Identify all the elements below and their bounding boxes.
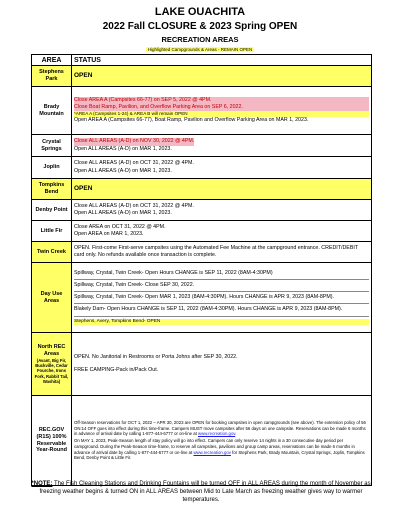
status-littlefir	[72, 221, 372, 242]
northrec-line-2: FREE CAMPING-Pack in/Pack Out.	[74, 367, 159, 373]
divider	[74, 291, 369, 292]
status-twincreek: OPEN. First-come First-serve campsites using the Automated Fee Machine at the campground entrance. CREDIT/DEBIT card only. No refunds available once transaction is complete.	[72, 242, 372, 263]
area-recgov: REC.GOV (R1S) 100% Reservable Year-Round	[32, 396, 72, 486]
table-row	[32, 179, 372, 200]
brady-line-3: *AREA A (Campsites 1-24) & AREA B will remain OPEN	[74, 111, 369, 117]
crystal-line-1: Close ALL AREAS (A-D) on NOV 30, 2022 @ 4PM.	[74, 138, 195, 145]
page-title: LAKE OUACHITA	[154, 6, 246, 18]
table-row	[32, 135, 372, 157]
brady-line-1: Close AREA A (Campsites 66-77) on SEP 5, 2022 @ 4PM.	[74, 97, 369, 104]
footnote-label: *NOTE:	[31, 481, 53, 487]
area-littlefir: Little Fir	[32, 221, 72, 242]
dayuse-line-2: Spillway, Crystal, Twin Creek- Close SEP 30, 2022.	[74, 282, 195, 289]
table-header-row	[32, 55, 372, 66]
table-row	[32, 333, 372, 396]
legend-text: Highlighted Campgrounds & Areas - REMAIN OPEN	[147, 47, 253, 52]
status-dayuse	[72, 263, 372, 333]
joplin-line-1: Close ALL AREAS (A-D) on OCT 31, 2022 @ 4PM.	[74, 160, 194, 167]
divider	[74, 279, 369, 280]
area-northrec	[32, 333, 72, 396]
recgov-para-2: On MAY 1, 2023, Peak-Season length of stay policy will go into effect. Campers can only reserve 14 nights in a 30 consecutive day period per campground. During the Peak-Season time-frame, to reserve all campsites, pavilions and group camp areas, reservations can be made 6 months in advance of arrival date by calling 1-877-444-6777 or on-line at www.recreation.gov for Stephens Park, Brady Mountain, Crystal Springs, Joplin, Tompkins Bend, Denby Point & Little Fir.	[74, 438, 365, 461]
status-crystal	[72, 135, 372, 157]
denby-line-2: Open ALL AREAS (A-D) on MAR 1, 2023.	[74, 210, 172, 216]
table-row	[32, 87, 372, 135]
table-row	[32, 66, 372, 87]
table-row	[32, 221, 372, 242]
brady-line-4: Open AREA A (Campsites 66-77), Boat Ramp, Pavilion and Overflow Parking Area on MAR 1, 2023.	[74, 117, 309, 124]
recreation-gov-link[interactable]: www.recreation.gov	[197, 431, 236, 437]
status-table	[31, 54, 372, 486]
page-subtitle: 2022 Fall CLOSURE & 2023 Spring OPEN	[102, 21, 298, 32]
crystal-line-2: Open ALL AREAS (A-D) on MAR 1, 2023.	[74, 145, 172, 152]
status-recgov	[72, 396, 372, 486]
table-row	[32, 157, 372, 179]
recreation-gov-link-2[interactable]: www.recreation.gov	[193, 449, 231, 455]
dayuse-line-3: Spillway, Crystal, Twin Creek- Open MAR 1, 2023 (8AM-4:30PM). Hours CHANGE is APR 9, 2023 (8AM-8PM).	[74, 294, 335, 301]
littlefir-line-2: Open AREA on MAR 1, 2023.	[74, 231, 144, 237]
area-stephens: Stephens Park	[32, 66, 72, 87]
dayuse-line-4: Blakely Dam- Open Hours CHANGE is SEP 11, 2022 (8AM-4:30PM). Hours CHANGE is APR 9, 2023 (8AM-8PM).	[74, 306, 343, 313]
status-northrec	[72, 333, 372, 396]
dayuse-line-1: Spillway, Crystal, Twin Creek- Open Hours CHANGE is SEP 11, 2022 (8AM-4:30PM)	[74, 269, 273, 276]
status-tompkins: OPEN	[72, 179, 372, 200]
col-area-header: AREA	[32, 55, 72, 66]
area-joplin: Joplin	[32, 157, 72, 179]
status-stephens: OPEN	[72, 66, 372, 87]
northrec-area-title: North REC Areas	[37, 344, 66, 357]
footnote	[31, 481, 371, 504]
area-crystal: Crystal Springs	[32, 135, 72, 157]
denby-line-1: Close ALL AREAS (A-D) on OCT 31, 2022 @ 4PM.	[74, 202, 194, 209]
northrec-area-list: (Avant, Big Fir, Buckville, Cedar Fourche, Irons Fork, Rabbit Tail, Washita)	[34, 357, 69, 384]
status-denby	[72, 200, 372, 221]
area-dayuse: Day Use Areas	[32, 263, 72, 333]
footnote-text: The Fish Cleaning Stations and Drinking Fountains will be turned OFF in ALL AREAS during the month of November as freezing weather begins & turned ON in ALL AREAS between Mid to Late March as freezing weather gives way to warmer temperatures.	[39, 481, 371, 503]
divider	[74, 316, 369, 317]
divider	[74, 303, 369, 304]
section-title: RECREATION AREAS	[161, 35, 239, 44]
northrec-line-1: OPEN. No Janitorial in Restrooms or Porta Johns after SEP 30, 2022.	[74, 353, 238, 360]
table-row	[32, 263, 372, 333]
table-row	[32, 242, 372, 263]
dayuse-line-5: Stephens, Avery, Tompkins Bend- OPEN	[74, 319, 369, 325]
joplin-line-2: Open ALL AREAS (A-D) on MAR 1, 2023.	[74, 167, 172, 174]
brady-line-2: Close Boat Ramp, Pavilion, and Overflow Parking Area on SEP 6, 2022.	[74, 104, 369, 111]
recgov-para-1: Off-Season reservations for OCT 1, 2022 – APR 30, 2023 are OPEN for booking campsites in open campgrounds (see above). The extension policy of 56 ON:14 OFF goes into effect during this time-frame. Campers MUST move campsites after 56 days on one campsite. Reservations can be made 6 months in advance of arrival date by calling 1-877-444-6777 or on-line at www.recreation.gov.	[74, 419, 366, 437]
littlefir-line-1: Close AREA on OCT 31, 2022 @ 4PM.	[74, 223, 166, 230]
table-row	[32, 200, 372, 221]
area-brady: Brady Mountain	[32, 87, 72, 135]
status-joplin	[72, 157, 372, 179]
area-twincreek: Twin Creek	[32, 242, 72, 263]
area-denby: Denby Point	[32, 200, 72, 221]
col-status-header: STATUS	[72, 55, 372, 66]
status-brady	[72, 87, 372, 135]
table-row	[32, 396, 372, 486]
area-tompkins: Tompkins Bend	[32, 179, 72, 200]
legend-note	[0, 47, 400, 52]
